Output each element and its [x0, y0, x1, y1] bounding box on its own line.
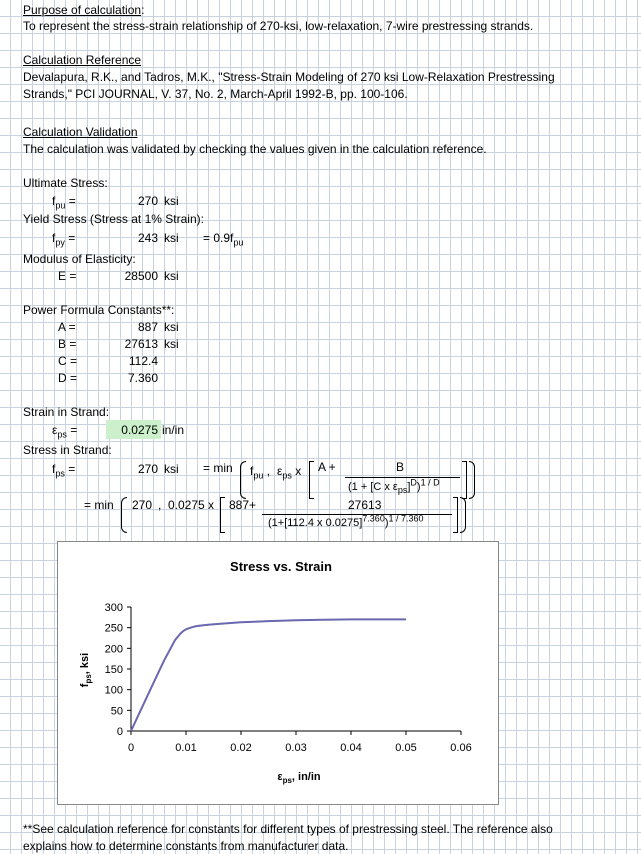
- formula-fraction-bar: [345, 477, 460, 478]
- numeric-numerator: 27613: [348, 498, 382, 512]
- numeric-fpu: 270: [132, 498, 153, 512]
- fps-unit: ksi: [164, 462, 179, 476]
- eps-symbol: $\varepsilon_{ps}$ =: [52, 423, 78, 440]
- formula-a-plus: A +: [318, 460, 336, 474]
- validation-text: The calculation was validated by checking the values given in the calculation reference.: [23, 142, 487, 156]
- numeric-eq-min: = min: [84, 498, 114, 512]
- strain-input[interactable]: 0.0275: [121, 423, 158, 437]
- strain-unit: in/in: [162, 423, 185, 437]
- fpy-note: = $0.9f_{pu}$: [203, 231, 244, 248]
- modulus-symbol: E =: [58, 269, 77, 283]
- constants-label: Power Formula Constants**:: [23, 303, 175, 317]
- chart-svg: [58, 542, 498, 804]
- x-tick-label: 0.03: [285, 742, 307, 754]
- numeric-a-plus: 887+: [229, 498, 257, 512]
- modulus-value[interactable]: 28500: [124, 269, 158, 283]
- x-tick-label: 0.05: [395, 742, 417, 754]
- formula-eq-min: = min: [203, 461, 233, 475]
- formula-denominator: (1 + [C x $\varepsilon_{ps}]^D)^{1 / D}$: [348, 477, 440, 496]
- y-tick-label: 100: [104, 684, 123, 697]
- fpy-value[interactable]: 243: [137, 231, 158, 245]
- formula-open-bracket: [309, 461, 314, 499]
- reference-heading: Calculation Reference: [23, 53, 142, 67]
- constant-a-value[interactable]: 887: [137, 320, 158, 334]
- chart-x-axis-label: $\varepsilon_{ps}$, in/in: [277, 771, 321, 785]
- fps-symbol: $f_{ps}$ =: [52, 462, 76, 479]
- formula-b: B: [396, 460, 405, 474]
- chart-title: Stress vs. Strain: [230, 559, 332, 574]
- yield-stress-label: Yield Stress (Stress at 1% Strain):: [23, 212, 204, 226]
- formula-eps-times: $\varepsilon_{ps}$ x: [277, 464, 302, 481]
- fpu-unit: ksi: [164, 194, 179, 208]
- numeric-close-bracket: [453, 497, 458, 533]
- constant-b-value[interactable]: 27613: [124, 337, 158, 351]
- constant-b-unit: ksi: [164, 337, 179, 351]
- numeric-eps-times: 0.0275 x: [168, 498, 215, 512]
- formula-close-bracket: [462, 461, 467, 499]
- chart-plot-area: [105, 602, 472, 754]
- numeric-comma: ,: [158, 498, 162, 512]
- formula-open-paren: [240, 461, 246, 499]
- reference-line-2: Strands," PCI JOURNAL, V. 37, No. 2, March-April 1992-B, pp. 100-106.: [23, 87, 408, 101]
- constant-a-unit: ksi: [164, 320, 179, 334]
- numeric-open-paren: [121, 497, 127, 533]
- purpose-text: To represent the stress-strain relationship of 270-ksi, low-relaxation, 7-wire prestressing strands.: [23, 19, 534, 33]
- x-tick-label: 0.02: [230, 742, 252, 754]
- modulus-label: Modulus of Elasticity:: [23, 252, 136, 266]
- validation-heading: Calculation Validation: [23, 125, 138, 139]
- fpy-unit: ksi: [164, 231, 179, 245]
- stress-label: Stress in Strand:: [23, 443, 112, 457]
- footnote-line-1: **See calculation reference for constants for different types of prestressing steel. The reference also: [23, 822, 553, 836]
- formula-close-paren: [469, 461, 475, 499]
- modulus-unit: ksi: [164, 269, 179, 283]
- numeric-open-bracket: [220, 497, 225, 533]
- footnote-line-2: explains how to determine constants from manufacturer data.: [23, 839, 349, 853]
- strain-label: Strain in Strand:: [23, 405, 110, 419]
- constant-d-value[interactable]: 7.360: [127, 371, 158, 385]
- x-tick-label: 0.04: [340, 742, 362, 754]
- formula-fpu: $f_{pu}$ ,: [250, 464, 271, 481]
- constant-c-value[interactable]: 112.4: [128, 354, 158, 368]
- x-tick-label: 0: [127, 742, 135, 754]
- y-tick-label: 200: [104, 643, 123, 656]
- fpu-value[interactable]: 270: [137, 194, 158, 208]
- y-tick-label: 250: [104, 622, 123, 635]
- ultimate-stress-label: Ultimate Stress:: [23, 176, 108, 190]
- numeric-denominator: (1+[112.4 x 0.0275]$^{7.360}$)$^{1 / 7.360}$: [268, 513, 424, 529]
- fps-value: 270: [137, 462, 158, 476]
- fpy-symbol: $f_{py}$ =: [52, 231, 76, 248]
- constant-a-symbol: A =: [58, 320, 76, 334]
- y-tick-label: 50: [110, 705, 123, 718]
- constant-c-symbol: C =: [58, 354, 78, 368]
- y-tick-label: 150: [104, 664, 123, 676]
- numeric-close-paren: [460, 497, 466, 533]
- fpu-symbol: $f_{pu}$ =: [52, 194, 76, 211]
- reference-line-1: Devalapura, R.K., and Tadros, M.K., "Stress-Strain Modeling of 270 ksi Low-Relaxation Prestressing: [23, 70, 555, 84]
- y-tick-label: 0: [116, 726, 123, 738]
- constant-b-symbol: B =: [58, 337, 77, 351]
- x-tick-label: 0.06: [450, 742, 472, 754]
- constant-d-symbol: D =: [58, 371, 78, 385]
- purpose-heading: Purpose of calculation:: [23, 3, 145, 17]
- x-tick-label: 0.01: [175, 742, 197, 754]
- stress-strain-series-line: [131, 619, 406, 731]
- stress-strain-chart[interactable]: [57, 541, 499, 805]
- chart-y-axis-label: $f_{ps}$, ksi: [79, 652, 93, 688]
- y-tick-label: 300: [104, 602, 123, 614]
